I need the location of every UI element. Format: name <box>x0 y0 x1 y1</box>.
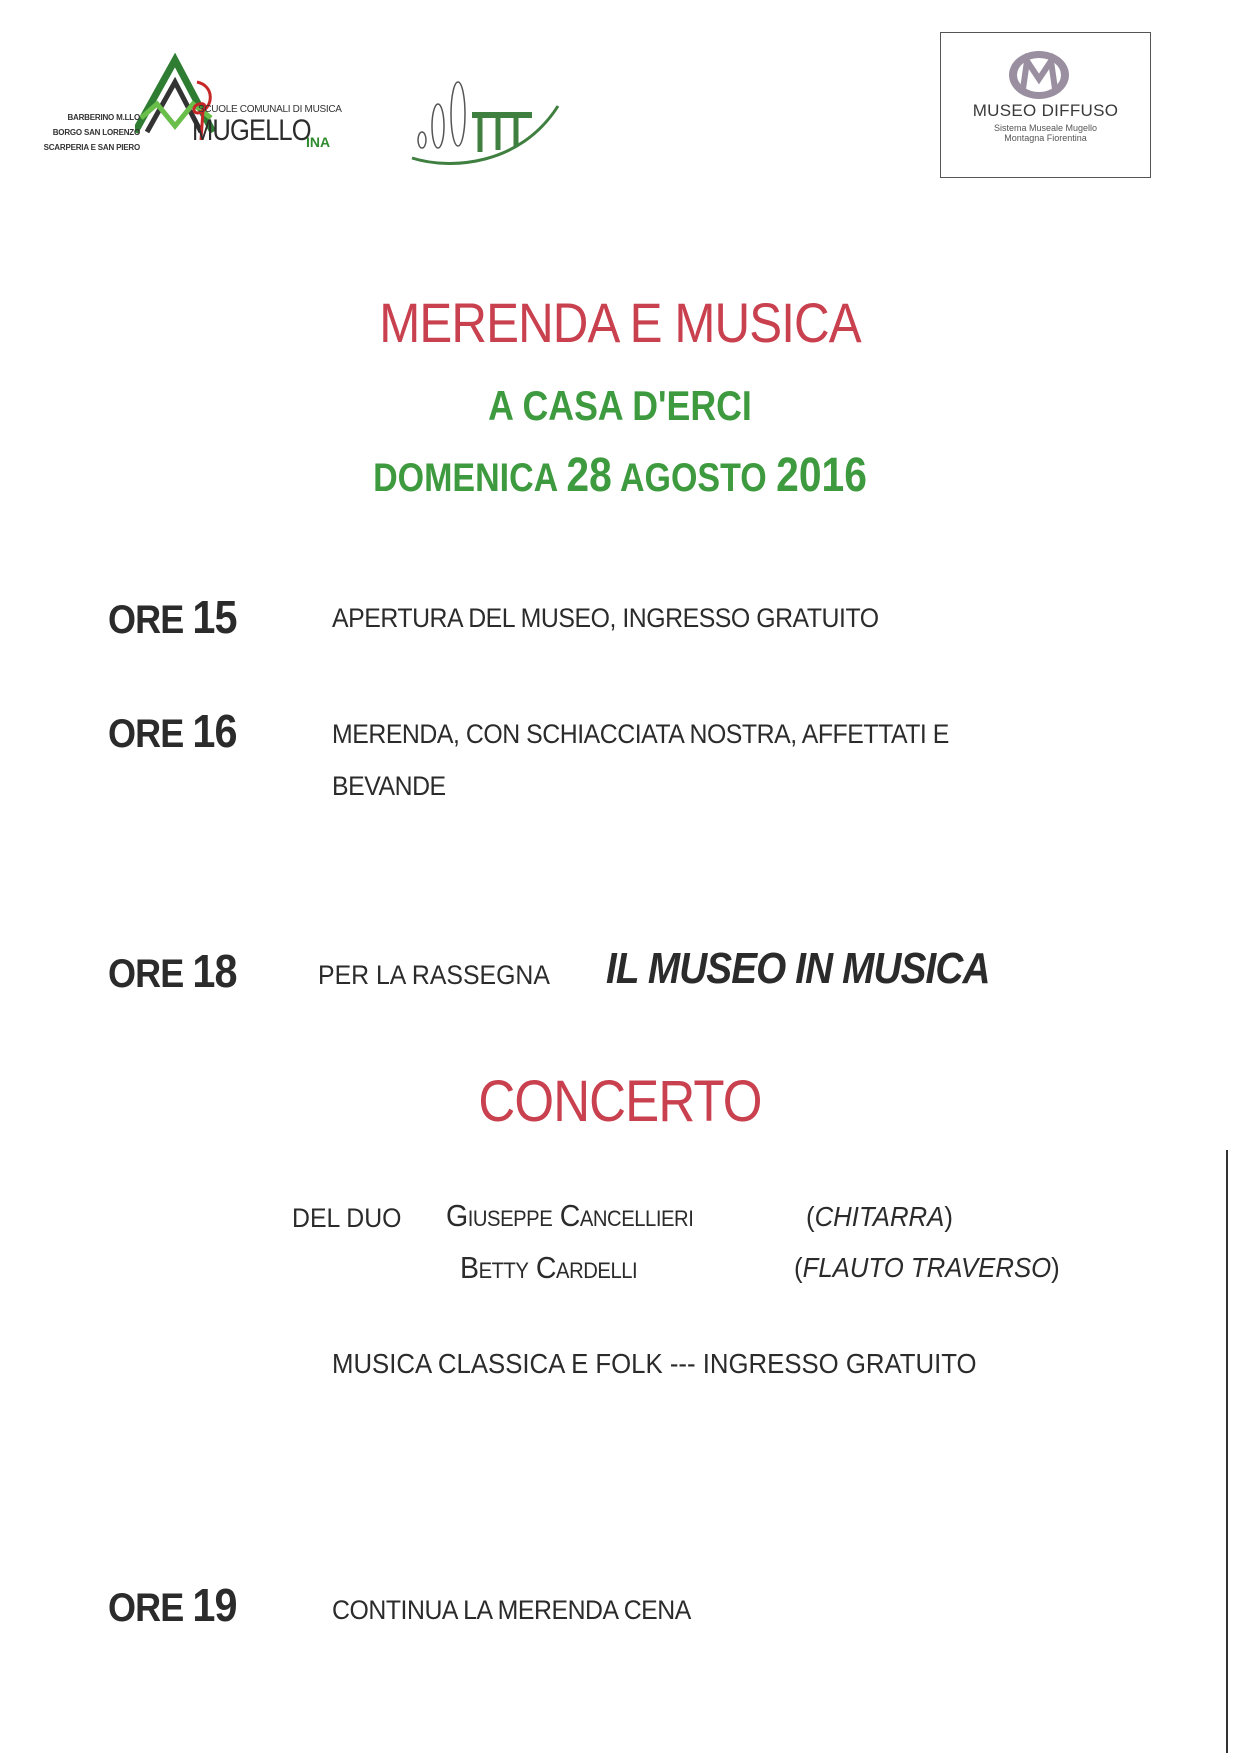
date-prefix: DOMENICA <box>373 456 557 500</box>
concerto-title: CONCERTO <box>478 1069 762 1134</box>
ore-label: ORE <box>108 712 184 756</box>
hour-value: 15 <box>192 591 237 643</box>
rassegna-label: PER LA RASSEGNA <box>318 960 550 990</box>
schedule-time-15 <box>108 590 237 644</box>
performer-instrument: (FLAUTO TRAVERSO) <box>794 1252 1060 1283</box>
casa-erci-logo-icon <box>410 78 560 173</box>
schedule-time-16 <box>108 704 237 758</box>
hour-value: 18 <box>192 945 237 997</box>
museo-subtitle-line: Sistema Museale Mugello <box>993 123 1098 133</box>
logo-name: MUGELLO <box>192 114 311 147</box>
town-label: SCARPERIA E SAN PIERO <box>43 143 140 152</box>
town-label: BARBERINO M.LLO <box>67 113 140 122</box>
rassegna-name: IL MUSEO IN MUSICA <box>606 944 990 993</box>
duo-label: DEL DUO <box>292 1203 402 1233</box>
ore-label: ORE <box>108 1586 184 1630</box>
schedule-desc-line: BEVANDE <box>332 771 446 801</box>
performer-name: Giuseppe Cancellieri <box>446 1198 694 1233</box>
instrument-name: CHITARRA <box>814 1201 945 1232</box>
museo-diffuso-logo <box>940 32 1151 178</box>
museo-title: MUSEO DIFFUSO <box>972 101 1119 120</box>
concert-genre: MUSICA CLASSICA E FOLK --- INGRESSO GRATUITO <box>332 1348 977 1379</box>
ore-label: ORE <box>108 952 184 996</box>
hour-value: 16 <box>192 705 237 757</box>
museo-subtitle-line: Montagna Fiorentina <box>1004 133 1087 143</box>
performer-instrument: (CHITARRA) <box>806 1201 953 1232</box>
event-date <box>93 448 1147 503</box>
schedule-time-19 <box>108 1578 237 1632</box>
schedule-desc-16 <box>332 708 949 812</box>
scan-edge-line <box>1226 1150 1228 1753</box>
ore-label: ORE <box>108 598 184 642</box>
schedule-desc-19 <box>332 1584 691 1636</box>
logo-caption: SCUOLE COMUNALI DI MUSICA <box>198 104 342 115</box>
schedule-desc-line: CONTINUA LA MERENDA CENA <box>332 1595 691 1625</box>
instrument-name: FLAUTO TRAVERSO <box>802 1252 1052 1283</box>
date-day: 28 <box>566 449 612 502</box>
scuole-musica-logo <box>40 52 360 177</box>
event-venue: A CASA D'ERCI <box>488 382 752 429</box>
logo-suffix: INA <box>306 134 331 150</box>
schedule-desc-line: APERTURA DEL MUSEO, INGRESSO GRATUITO <box>332 603 879 633</box>
schedule-time-18 <box>108 944 237 998</box>
event-title: MERENDA E MUSICA <box>379 291 861 354</box>
towns-list <box>40 110 140 155</box>
schedule-desc-15 <box>332 592 879 644</box>
date-year: 2016 <box>776 449 867 502</box>
museo-subtitle <box>941 123 1150 143</box>
museo-m-icon <box>1007 49 1071 101</box>
schedule-desc-line: MERENDA, CON SCHIACCIATA NOSTRA, AFFETTATI E <box>332 719 949 749</box>
hour-value: 19 <box>192 1579 237 1631</box>
performer-name: Betty Cardelli <box>460 1250 638 1285</box>
town-label: BORGO SAN LORENZO <box>52 128 140 137</box>
date-month: AGOSTO <box>619 456 767 500</box>
